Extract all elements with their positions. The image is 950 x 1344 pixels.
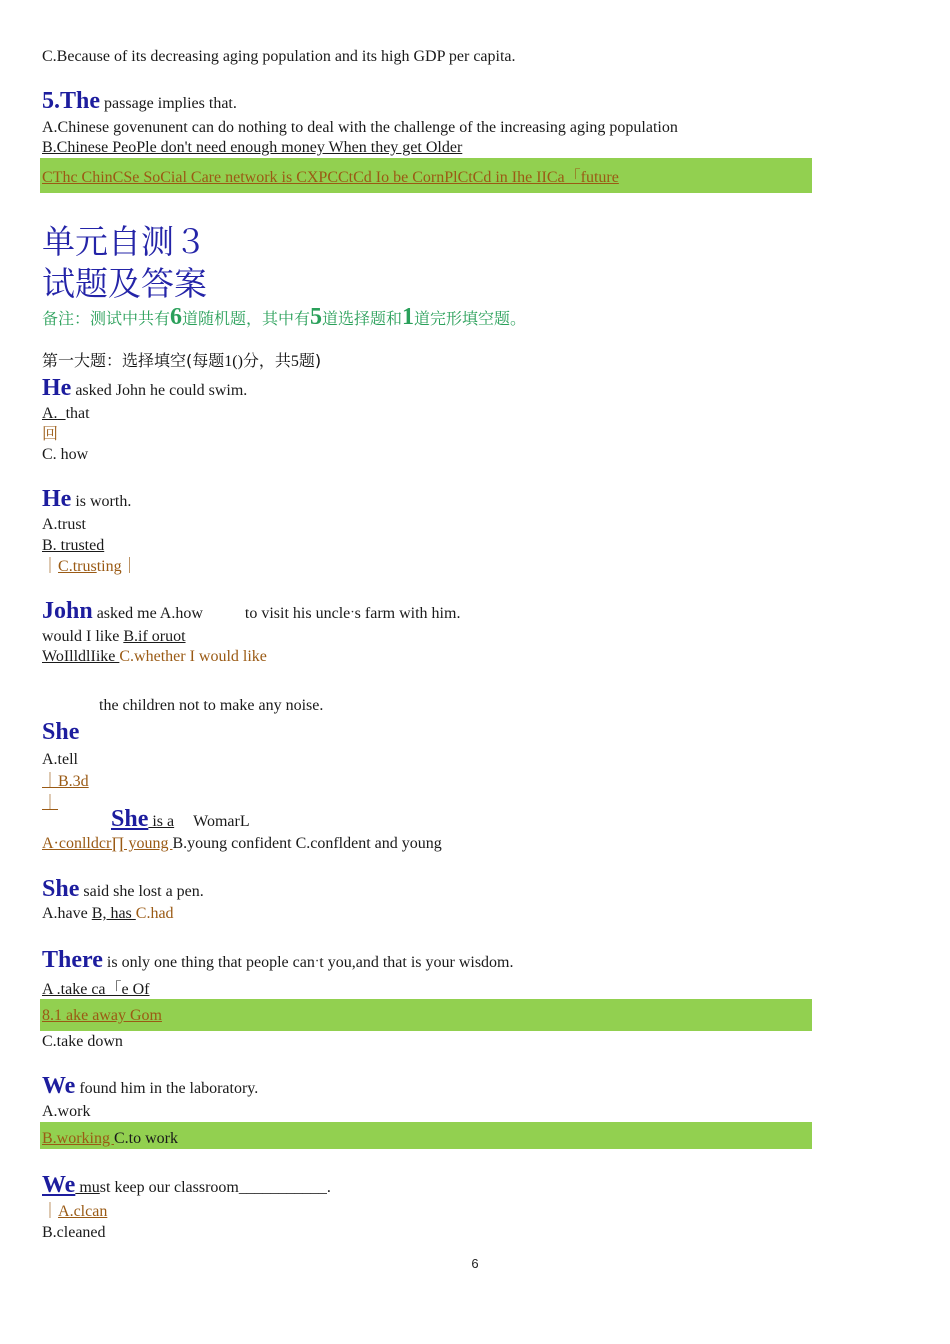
item9-option-a-text: A.clcan <box>58 1203 108 1220</box>
item2-option-c-rest: ting｜ <box>96 558 138 575</box>
note-text-b: 道随机题，其中有 <box>182 309 311 328</box>
item7-option-b[interactable]: 8.1 ake away Gom <box>42 1007 162 1024</box>
section-text-a: 第一大题：选择填空(每题 <box>42 351 225 370</box>
item3-keyword: John <box>42 598 93 624</box>
section-heading <box>42 348 321 371</box>
item4-keyword: She <box>42 719 80 745</box>
item1-option-c[interactable]: C. how <box>42 446 89 463</box>
item2-option-c-underlined: C.trus <box>58 558 97 575</box>
item9-keyword: We <box>42 1172 76 1198</box>
item1-stem <box>42 375 248 401</box>
unit-subtitle: 试题及答案 <box>42 264 207 303</box>
note-count-cloze: 1 <box>402 304 415 330</box>
item1-keyword: He <box>42 375 72 401</box>
page-number: 6 <box>471 1256 479 1271</box>
item4-option-b[interactable]: ｜B.3d <box>42 773 89 790</box>
item3-option-c: C.whether I would like <box>119 648 267 665</box>
note-text-d: 道完形填空题。 <box>414 309 527 328</box>
note-count-total: 6 <box>170 304 183 330</box>
item4-keyword-line <box>42 719 80 745</box>
item5-options[interactable] <box>42 834 442 854</box>
item6-keyword: She <box>42 876 80 902</box>
item1-option-a[interactable] <box>42 404 90 424</box>
item8-options[interactable] <box>42 1129 178 1149</box>
item9-option-a[interactable] <box>42 1202 107 1222</box>
item7-stem-text: is only one thing that people canˑt you,and that is your wisdom. <box>102 954 514 971</box>
item9-stem-text: st keep our classroom___________. <box>99 1179 331 1196</box>
item6-option-b: B, has <box>91 905 136 922</box>
section-count: 5 <box>290 353 299 370</box>
item6-stem-text: said she lost a pen. <box>79 883 204 900</box>
item7-stem <box>42 947 514 973</box>
section-text-b: 分，共 <box>242 351 291 370</box>
item6-stem <box>42 876 204 902</box>
item5-stem-text: is a <box>148 813 175 830</box>
item9-stem <box>42 1172 331 1198</box>
item2-stem-text: is worth. <box>71 493 132 510</box>
item4-option-b-tail: ｜ <box>42 795 59 812</box>
item3-option-line3[interactable] <box>42 647 267 667</box>
item4-stem-text: the children not to make any noise. <box>99 697 324 714</box>
item2-bar-left: ｜ <box>42 558 59 575</box>
item2-option-b[interactable]: B. trusted <box>42 537 105 554</box>
q5-option-c[interactable]: CThc ChinCSe SoCial Care network is CXPCCtCd Io be CornPlCtCd in Ihe IICa「future <box>42 169 619 186</box>
note-text-c: 道选择题和 <box>322 309 403 328</box>
item3-option-b: B.if oruot <box>123 628 186 645</box>
item1-option-b[interactable]: 回 <box>42 426 59 443</box>
item9-option-b[interactable]: B.cleaned <box>42 1224 106 1241</box>
section-score: 1() <box>224 353 243 370</box>
item1-option-a-text: that <box>65 405 90 422</box>
item5-stem-text-2: WomarL <box>193 813 250 830</box>
item1-stem-text: asked John he could swim. <box>71 382 248 399</box>
item3-line3-a: WoIlldlIike <box>42 648 120 665</box>
item2-keyword: He <box>42 486 72 512</box>
item5-stem <box>111 806 250 832</box>
item2-option-a[interactable]: A.trust <box>42 516 86 533</box>
item6-option-a: A.have <box>42 905 92 922</box>
item3-stem-text-2: to visit his uncleˑs farm with him. <box>244 605 461 622</box>
item7-option-c[interactable]: C.take down <box>42 1033 123 1050</box>
item9-bar: ｜ <box>42 1203 59 1220</box>
section-text-c: 题) <box>298 351 322 370</box>
item2-option-c[interactable] <box>42 557 138 577</box>
item2-stem <box>42 486 132 512</box>
q4-option-c: C.Because of its decreasing aging population and its high GDP per capita. <box>42 48 516 65</box>
item5-option-b-c: B.young confident C.confldent and young <box>172 835 442 852</box>
item3-option-line2[interactable] <box>42 627 186 647</box>
unit-note <box>42 304 526 331</box>
item5-option-a: A·conlldcr∏ young <box>42 835 173 852</box>
note-count-choice: 5 <box>310 304 323 330</box>
item3-stem-text: asked me A.how <box>92 605 203 622</box>
item8-option-a[interactable]: A.work <box>42 1103 91 1120</box>
q5-option-b[interactable]: B.Chinese PeoPle don't need enough money When they get Older <box>42 139 463 156</box>
item5-keyword: She <box>111 806 149 832</box>
item7-keyword: There <box>42 947 103 973</box>
q5-stem-text: passage implies that. <box>100 95 237 112</box>
item6-options[interactable] <box>42 904 174 924</box>
item3-stem <box>42 598 461 624</box>
q5-option-a[interactable]: A.Chinese govenunent can do nothing to deal with the challenge of the increasing aging population <box>42 119 678 136</box>
item8-keyword: We <box>42 1073 76 1099</box>
note-text-a: 备注：测试中共有 <box>42 309 171 328</box>
item7-option-a[interactable]: A .take ca「e Of <box>42 981 150 998</box>
item1-option-a-label: A. <box>42 405 58 422</box>
item9-stem-underlined: mu <box>75 1179 100 1196</box>
q5-number: 5.The <box>42 88 101 114</box>
item8-option-c: C.to work <box>114 1130 178 1147</box>
item6-option-c: C.had <box>135 905 174 922</box>
item8-option-b: B.working <box>42 1130 114 1147</box>
item8-stem-text: found him in the laboratory. <box>75 1080 259 1097</box>
q5-stem <box>42 88 237 114</box>
item8-stem <box>42 1073 259 1099</box>
item3-line2-a: would I like <box>42 628 124 645</box>
unit-title: 单元自测３ <box>42 222 207 261</box>
item4-option-a[interactable]: A.tell <box>42 751 78 768</box>
